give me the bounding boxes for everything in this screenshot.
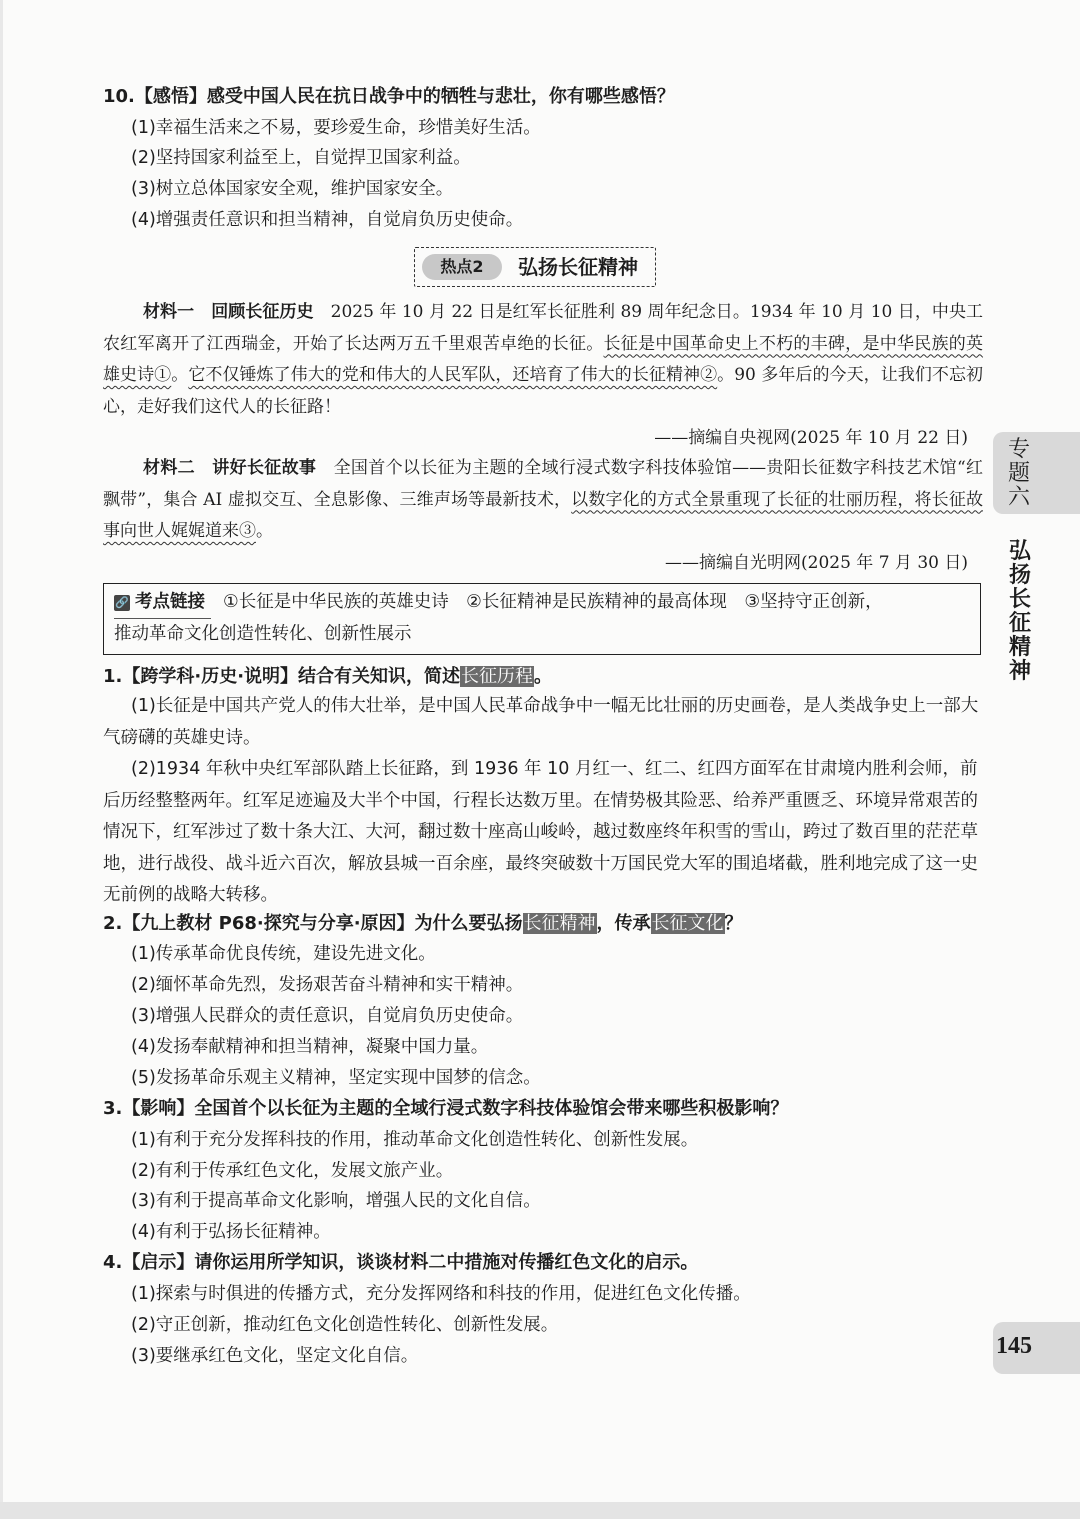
material-2-label: 材料二 讲好长征故事 bbox=[143, 458, 317, 478]
exam-point-line-2: 推动革命文化创造性转化、创新性展示 bbox=[114, 624, 412, 644]
material-2-source: ——摘编自光明网(2025 年 7 月 30 日) bbox=[665, 553, 968, 573]
q1-title-highlight: 长征历程 bbox=[461, 666, 534, 687]
q2-answer-5: (5)发扬革命乐观主义精神，坚定实现中国梦的信念。 bbox=[131, 1068, 541, 1088]
page-edge bbox=[0, 0, 3, 1519]
q2-title-b: ？ bbox=[724, 913, 743, 934]
hot-spot-title: 弘扬长征精神 bbox=[518, 255, 638, 279]
q2-answer-2: (2)缅怀革命先烈，发扬艰苦奋斗精神和实干精神。 bbox=[131, 975, 524, 995]
material-1-wavy-1: 长征是中国革命史上不朽的丰碑，是中华民族的英雄史诗① bbox=[103, 333, 984, 385]
q4-answer-2: (2)守正创新，推动红色文化创造性转化、创新性发展。 bbox=[131, 1315, 559, 1335]
material-1-label: 材料一 回顾长征历史 bbox=[143, 302, 314, 322]
page-number: 145 bbox=[996, 1333, 1032, 1359]
q10-answer-2: (2)坚持国家利益至上，自觉捍卫国家利益。 bbox=[131, 148, 471, 168]
q2-answer-1: (1)传承革命优良传统，建设先进文化。 bbox=[131, 944, 436, 964]
q3-answer-4: (4)有利于弘扬长征精神。 bbox=[131, 1222, 331, 1242]
q2-title-a: 2.【九上教材 P68·探究与分享·原因】为什么要弘扬 bbox=[103, 913, 523, 934]
q2-title-mid: ，传承 bbox=[596, 913, 651, 934]
topic-vertical-title: 弘扬长征精神 bbox=[1008, 539, 1031, 684]
q2-title-highlight-1: 长征精神 bbox=[523, 913, 596, 934]
q4-answer-1: (1)探索与时俱进的传播方式，充分发挥网络和科技的作用，促进红色文化传播。 bbox=[131, 1284, 751, 1304]
material-2 bbox=[103, 453, 983, 548]
q4-title: 4.【启示】请你运用所学知识，谈谈材料二中措施对传播红色文化的启示。 bbox=[103, 1252, 699, 1273]
material-1 bbox=[103, 297, 983, 423]
link-icon: 🔗 bbox=[115, 596, 129, 609]
hot-spot-tag: 热点2 bbox=[422, 254, 502, 280]
material-2-wavy-1: 以数字化的方式全景重现了长征的壮丽历程，将长征故事向世人娓娓道来③ bbox=[103, 489, 983, 541]
page-number-tab bbox=[993, 1322, 1080, 1374]
q3-answer-3: (3)有利于提高革命文化影响，增强人民的文化自信。 bbox=[131, 1191, 541, 1211]
q10-answer-3: (3)树立总体国家安全观，维护国家安全。 bbox=[131, 179, 454, 199]
q4-answer-3: (3)要继承红色文化，坚定文化自信。 bbox=[131, 1346, 419, 1366]
exam-point-link-box bbox=[103, 583, 981, 655]
q2-title-highlight-2: 长征文化 bbox=[651, 913, 724, 934]
q1-answer-2 bbox=[103, 754, 983, 912]
exam-point-line-1: ①长征是中华民族的英雄史诗 ②长征精神是民族精神的最高体现 ③坚持守正创新， bbox=[223, 592, 883, 612]
q1-title bbox=[103, 664, 552, 690]
q3-title: 3.【影响】全国首个以长征为主题的全域行浸式数字科技体验馆会带来哪些积极影响？ bbox=[103, 1098, 789, 1119]
exam-point-link-label bbox=[114, 587, 211, 619]
q1-answer-1-text: (1)长征是中国共产党人的伟大壮举，是中国人民革命战争中一幅无比壮丽的历史画卷，是人类战争史上一部大气磅礴的英雄史诗。 bbox=[103, 696, 979, 748]
material-1-text-b: 。90 多年后的今天，让我们不忘初心，走好我们这代人的长征路！ bbox=[103, 365, 984, 417]
hot-spot-header bbox=[414, 247, 656, 287]
q10-title: 10.【感悟】感受中国人民在抗日战争中的牺牲与悲壮，你有哪些感悟？ bbox=[103, 86, 675, 107]
material-2-text-a: 全国首个以长征为主题的全域行浸式数字科技体验馆——贵阳长征数字科技艺术馆“红飘带”，集合 AI 虚拟交互、全息影像、三维声场等最新技术， bbox=[103, 458, 983, 510]
material-1-text-a: 2025 年 10 月 22 日是红军长征胜利 89 周年纪念日。1934 年 10 月 10 日，中央工农红军离开了江西瑞金，开始了长达两万五千里艰苦卓绝的长征。 bbox=[103, 302, 984, 354]
topic-tab bbox=[993, 432, 1080, 514]
q1-title-a: 1.【跨学科·历史·说明】结合有关知识，简述 bbox=[103, 666, 461, 687]
q2-answer-3: (3)增强人民群众的责任意识，自觉肩负历史使命。 bbox=[131, 1006, 524, 1026]
q3-answer-2: (2)有利于传承红色文化，发展文旅产业。 bbox=[131, 1161, 454, 1181]
material-1-sep: 。 bbox=[171, 365, 189, 385]
material-1-source: ——摘编自央视网(2025 年 10 月 22 日) bbox=[654, 428, 968, 448]
material-2-text-b: 。 bbox=[256, 521, 273, 541]
exam-point-link-label-text: 考点链接 bbox=[135, 592, 205, 612]
q1-answer-2-text: (2)1934 年秋中央红军部队踏上长征路，到 1936 年 10 月红一、红二、红四方面军在甘肃境内胜利会师，前后历经整整两年。红军足迹遍及大半个中国，行程长达数万里。在情势极其险恶、给养严重匮乏、环境异常艰苦的情况下，红军涉过了数十条大江、大河，翻过数十座高山峻岭，越过数座终年积雪的雪山，跨过了数百里的茫茫草地，进行战役、战斗近六百次，解放县城一百余座，最终突破数十万国民党大军的围追堵截，胜利地完成了这一史无前例的战略大转移。 bbox=[103, 759, 978, 905]
q3-answer-1: (1)有利于充分发挥科技的作用，推动革命文化创造性转化、创新性发展。 bbox=[131, 1130, 699, 1150]
q2-title bbox=[103, 911, 743, 937]
topic-tab-label: 专题六 bbox=[1007, 437, 1030, 510]
bottom-bar bbox=[0, 1502, 1080, 1519]
q10-answer-1: (1)幸福生活来之不易，要珍爱生命，珍惜美好生活。 bbox=[131, 118, 541, 138]
q10-answer-4: (4)增强责任意识和担当精神，自觉肩负历史使命。 bbox=[131, 210, 524, 230]
material-1-wavy-2: 它不仅锤炼了伟大的党和伟大的人民军队，还培育了伟大的长征精神② bbox=[188, 365, 718, 385]
q1-title-b: 。 bbox=[534, 666, 553, 687]
q2-answer-4: (4)发扬奉献精神和担当精神，凝聚中国力量。 bbox=[131, 1037, 489, 1057]
q1-answer-1 bbox=[103, 691, 983, 754]
